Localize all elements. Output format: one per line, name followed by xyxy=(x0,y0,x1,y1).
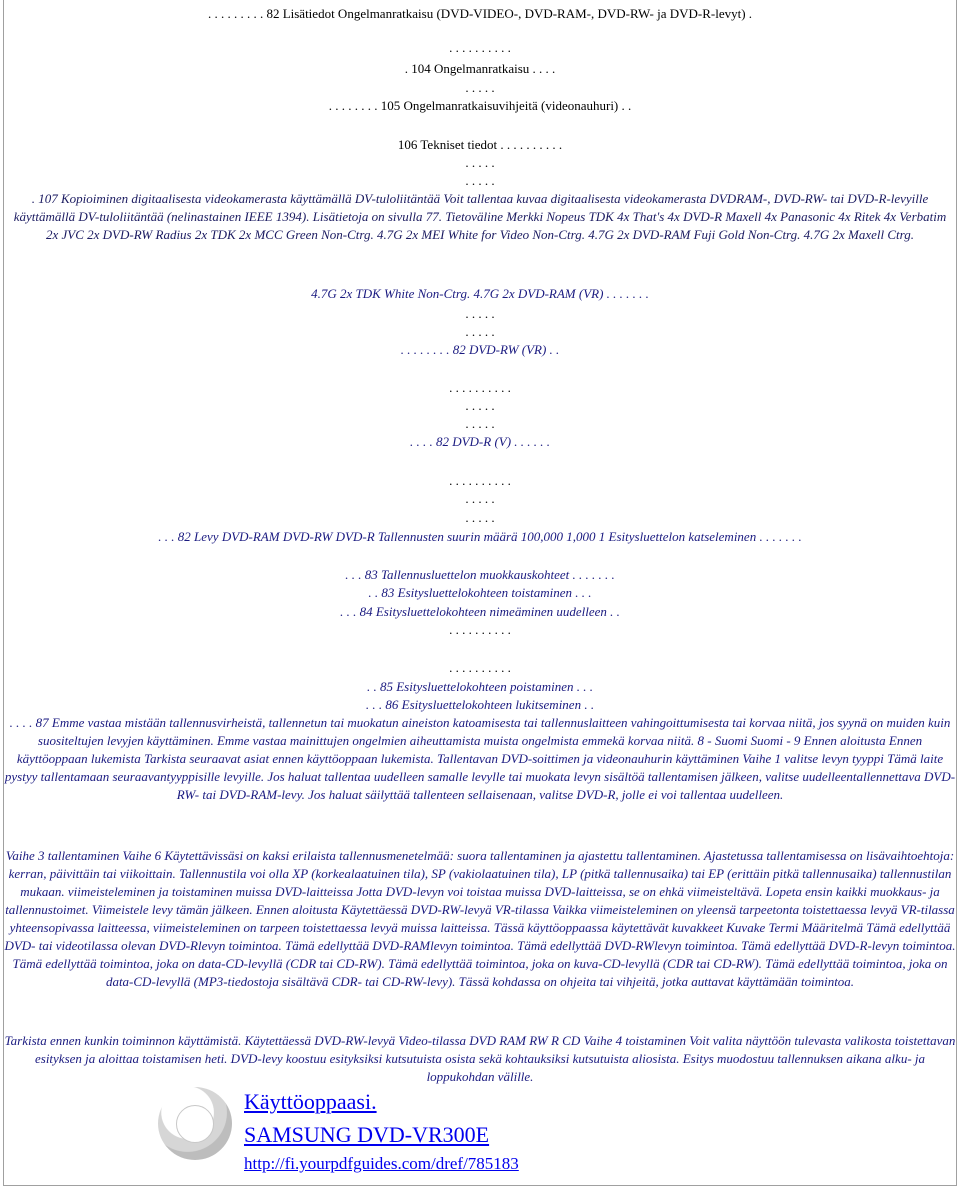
toc-line: . 104 Ongelmanratkaisu . . . . xyxy=(404,61,556,76)
playlist-line: . . . . . . . . . . xyxy=(449,622,511,637)
media-line: . . . . . . . . 82 DVD-RW (VR) . . xyxy=(400,342,560,357)
playlist-line: . . . 84 Esitysluettelokohteen nimeäminen uudelleen . . xyxy=(340,604,620,619)
playlist-line: . . . 83 Tallennusluettelon muokkauskohteet . . . . . . . xyxy=(345,567,615,582)
media-line: . . . . . xyxy=(465,510,495,525)
toc-line: 106 Tekniset tiedot . . . . . . . . . . xyxy=(397,137,563,152)
playlist-line: . . . . . . . . . . xyxy=(449,660,511,675)
media-line: . . . . . xyxy=(465,416,495,431)
levy-line: . . . 82 Levy DVD-RAM DVD-RW DVD-R Tallennusten suurin määrä 100,000 1,000 1 Esitysluettelon katseleminen . . . . . . . xyxy=(158,529,802,544)
logo-center xyxy=(176,1105,214,1143)
toc-line: . . . . . . . . 105 Ongelmanratkaisuvihjeitä (videonauhuri) . . xyxy=(328,98,632,113)
media-line: . . . . . xyxy=(465,306,495,321)
url-link[interactable]: http://fi.yourpdfguides.com/dref/785183 xyxy=(244,1154,519,1173)
toc-line: . . . . . xyxy=(465,80,495,95)
product-link[interactable]: SAMSUNG DVD-VR300E xyxy=(244,1122,490,1147)
manual-link[interactable]: Käyttöoppaasi. xyxy=(244,1089,377,1114)
media-line: . . . . . . . . . . xyxy=(449,380,511,395)
media-line: . . . . . xyxy=(465,491,495,506)
intro-paragraph: . 107 Kopioiminen digitaalisesta videokamerasta käyttämällä DV-tuloliitäntää Voit tallentaa kuvaa digitaalisesta videokamerasta DVDRAM-, DVD-RW- tai DVD-R-levyille käyttämällä DV-tuloliitäntää (nelinastainen IEEE 1394). Lisätietoja on sivulla 77. Tietoväline Merkki Nopeus TDK 4x That's 4x DVD-R Maxell 4x Panasonic 4x Ritek 4x Verbatim 2x JVC 2x DVD-RW Radius 2x TDK 2x MCC Green Non-Ctrg. 4.7G 2x MEI White for Video Non-Ctrg. 4.7G 2x DVD-RAM Fuji Gold Non-Ctrg. 4.7G 2x Maxell Ctrg. xyxy=(13,191,947,242)
media-line: . . . . 82 DVD-R (V) . . . . . . xyxy=(409,434,551,449)
media-line: . . . . . . . . . . xyxy=(449,473,511,488)
playlist-line: . . 83 Esitysluettelokohteen toistaminen . . . xyxy=(368,585,592,600)
paragraph-playback: Tarkista ennen kunkin toiminnon käyttämistä. Käytettäessä DVD-RW-levyä Video-tilassa DVD RAM RW R CD Vaihe 4 toistaminen Voit valita näyttöön tulevasta valikosta toistettavan esityksen ja aloittaa toistamisen heti. DVD-levy koostuu esityksiksi kutsutuista osista sekä kohtauksiksi kutsutuista aliosista. Esitys muodostuu tallennuksen aikana alku- ja loppukohdan välille. xyxy=(4,1033,956,1084)
playlist-line: . . 85 Esitysluettelokohteen poistaminen . . . xyxy=(366,679,593,694)
toc-line: . . . . . . . . . . xyxy=(449,40,511,55)
toc-line: . . . . . . . . . 82 Lisätiedot Ongelmanratkaisu (DVD-VIDEO-, DVD-RAM-, DVD-RW- ja DVD-R-levyt) . xyxy=(207,6,753,21)
media-line: . . . . . xyxy=(465,398,495,413)
footer xyxy=(158,1085,858,1185)
media-line: 4.7G 2x TDK White Non-Ctrg. 4.7G 2x DVD-RAM (VR) . . . . . . . xyxy=(311,286,649,301)
toc-line: . . . . . xyxy=(465,173,495,188)
paragraph-recording: Vaihe 3 tallentaminen Vaihe 6 Käytettävissäsi on kaksi erilaista tallennusmenetelmää: suora tallentaminen ja ajastettu tallentaminen. Ajastetussa tallentamisessa on lisävaihtoehtoja: kerran, päivittäin tai viikoittain. Tallennustila voi olla XP (korkealaatuinen tila), SP (vakiolaatuinen tila), LP (pitkä tallennusaika) tai EP (erittäin pitkä tallennusaika) tallennustilan mukaan. viimeisteleminen ja toistaminen muissa DVD-laitteissa Jotta DVD-levyn voi toistaa muissa DVD-laitteissa, se on ehkä viimeisteltävä. Lopeta ensin kaikki muokkaus- ja tallennustoimet. Viimeistele levy tämän jälkeen. Ennen aloitusta Käytettäessä DVD-RW-levyä VR-tilassa Vaikka viimeisteleminen on yleensä tarpeetonta toistettaessa levyä VR-tilassa yhteensopivassa laitteessa, viimeisteleminen on tarpeen toistettaessa levyä muissa laitteissa. Tässä käyttöoppaassa käytettävät kuvakkeet Kuvake Termi Määritelmä Tämä edellyttää DVD- tai videotilassa olevan DVD-Rlevyn toimintoa. Tämä edellyttää DVD-RAMlevyn toimintoa. Tämä edellyttää DVD-RWlevyn toimintoa. Tämä edellyttää DVD-R-levyn toimintoa. Tämä edellyttää toimintoa, joka on data-CD-levyllä (CDR tai CD-RW). Tämä edellyttää toimintoa, joka on kuva-CD-levyllä (CDR tai CD-RW). Tämä edellyttää toimintoa, joka on data-CD-levyllä (MP3-tiedostoja sisältävä CDR- tai CD-RW-levy). Tässä kohdassa on ohjeita tai vihjeitä, jotka auttavat käyttämään toimintoa. xyxy=(4,848,956,989)
pdf-guides-logo-icon xyxy=(158,1087,232,1160)
toc-line: . . . . . xyxy=(465,155,495,170)
paragraph-disclaimer: . . . . 87 Emme vastaa mistään tallennusvirheistä, tallennetun tai muokatun aineiston katoamisesta tai tallennuslaitteen vahingoittumisesta tai korvaa niitä, jos syynä on muiden kuin suositeltujen levyjen käyttäminen. Emme vastaa mainittujen ongelmien aiheuttamista muista ongelmista emmekä korvaa niitä. 8 - Suomi Suomi - 9 Ennen aloitusta Ennen käyttöoppaan lukemista Tarkista seuraavat asiat ennen käyttöoppaan lukemista. Tallentavan DVD-soittimen ja videonauhurin käyttäminen Vaihe 1 valitse levyn tyyppi Tämä laite pystyy tallentamaan seuraavantyyppisille levyille. Jos haluat tallentaa uudelleen samalle levylle tai muokata levyn sisältöä tallentamisen jälkeen, valitse uudelleentallennettava DVD-RW- tai DVD-RAM-levy. Jos haluat säilyttää tallenteen sellaisenaan, valitse DVD-R, jolle ei voi tallentaa uudelleen. xyxy=(4,715,956,802)
media-line: . . . . . xyxy=(465,324,495,339)
playlist-line: . . . 86 Esitysluettelokohteen lukitseminen . . xyxy=(365,697,595,712)
